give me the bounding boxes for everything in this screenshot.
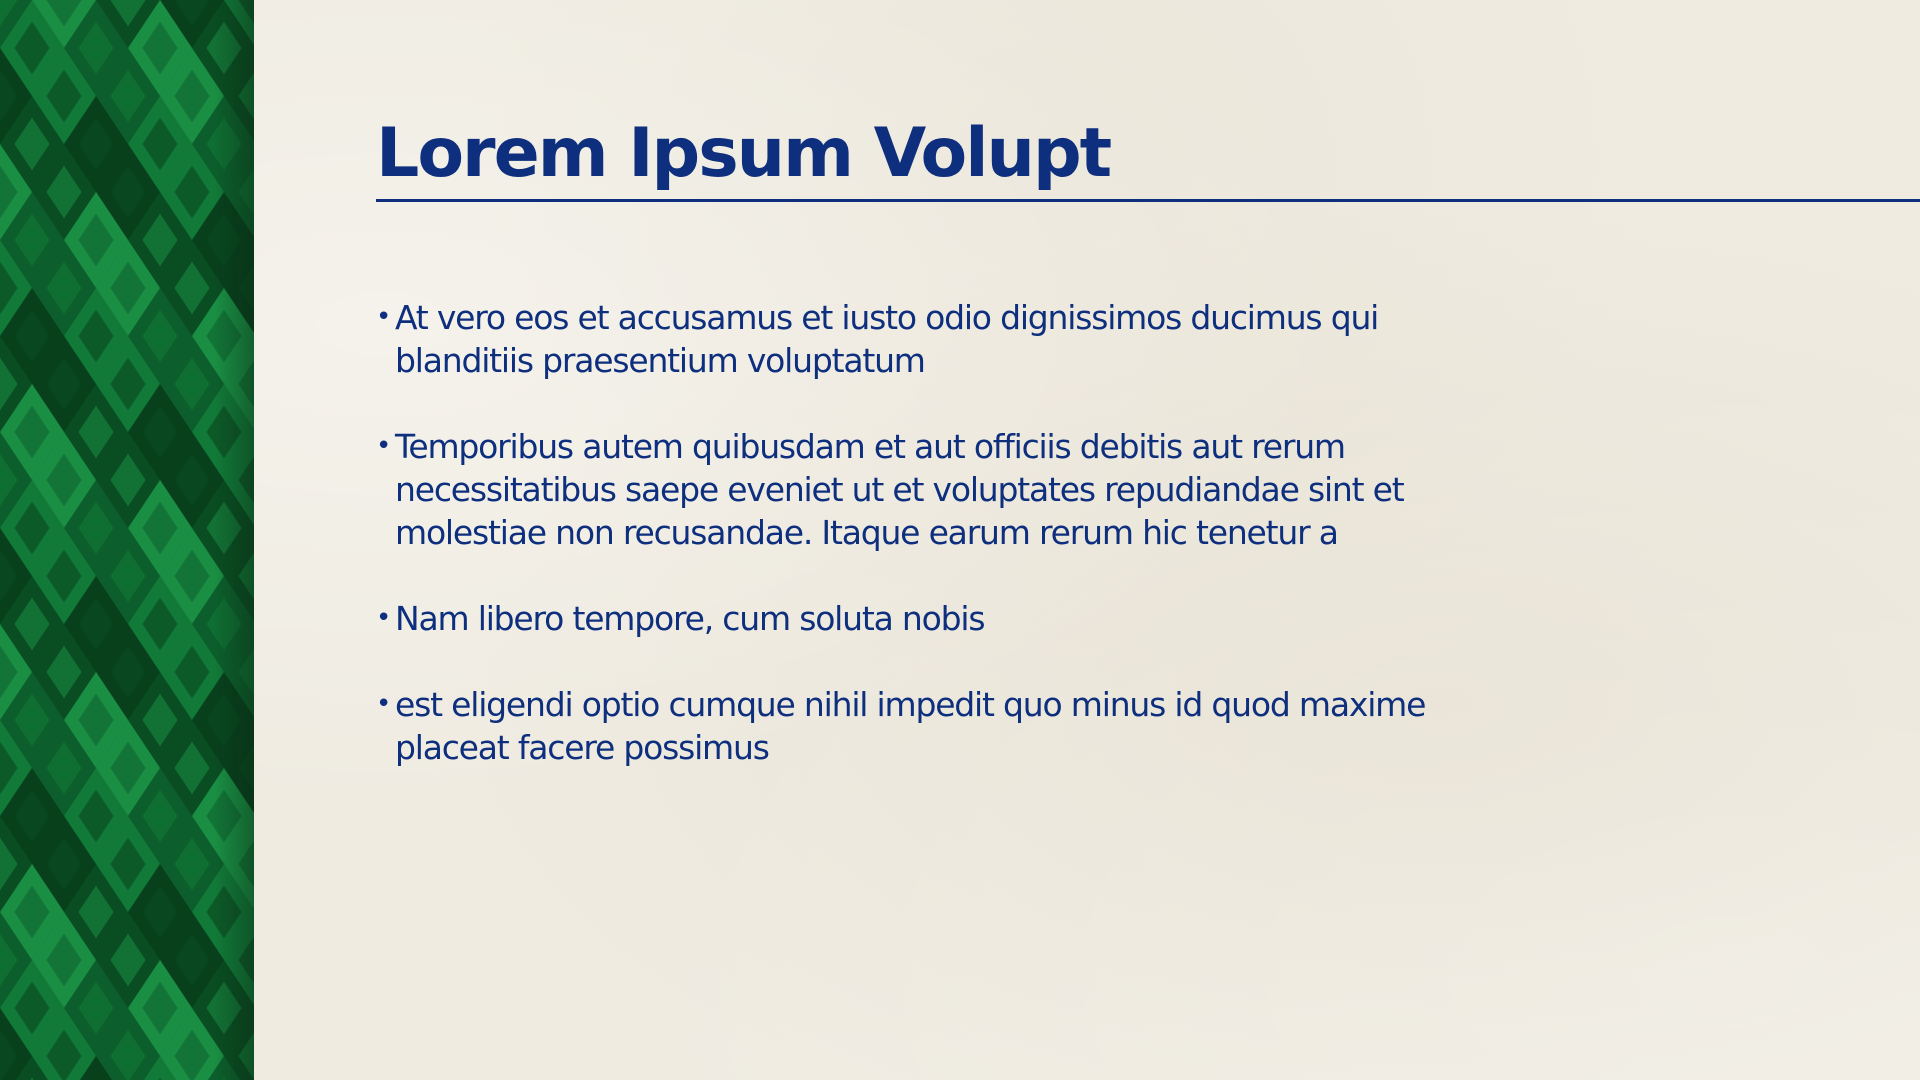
bullet-text: est eligendi optio cumque nihil impedit quo minus id quod maxime placeat facere possimus bbox=[395, 685, 1426, 767]
bullet-item bbox=[376, 425, 1436, 554]
title-underline bbox=[376, 199, 1920, 202]
bullet-item bbox=[376, 683, 1436, 769]
bullet-marker: • bbox=[376, 603, 392, 633]
bullet-marker: • bbox=[376, 431, 392, 461]
side-panel-shadow bbox=[214, 0, 254, 1080]
bullet-text: At vero eos et accusamus et iusto odio dignissimos ducimus qui blanditiis praesentium voluptatum bbox=[395, 298, 1379, 380]
bullet-text: Nam libero tempore, cum soluta nobis bbox=[395, 599, 985, 638]
bullet-marker: • bbox=[376, 689, 392, 719]
bullet-marker: • bbox=[376, 302, 392, 332]
slide-title: Lorem Ipsum Volupt bbox=[376, 114, 1111, 193]
bullet-text: Temporibus autem quibusdam et aut officiis debitis aut rerum necessitatibus saepe eveniet ut et voluptates repudiandae sint et molestiae non recusandae. Itaque earum rerum hic tenetur a bbox=[395, 427, 1404, 552]
decorative-side-panel bbox=[0, 0, 254, 1080]
bullet-item bbox=[376, 296, 1436, 382]
bullet-item bbox=[376, 597, 1436, 640]
bullet-list bbox=[376, 296, 1436, 812]
